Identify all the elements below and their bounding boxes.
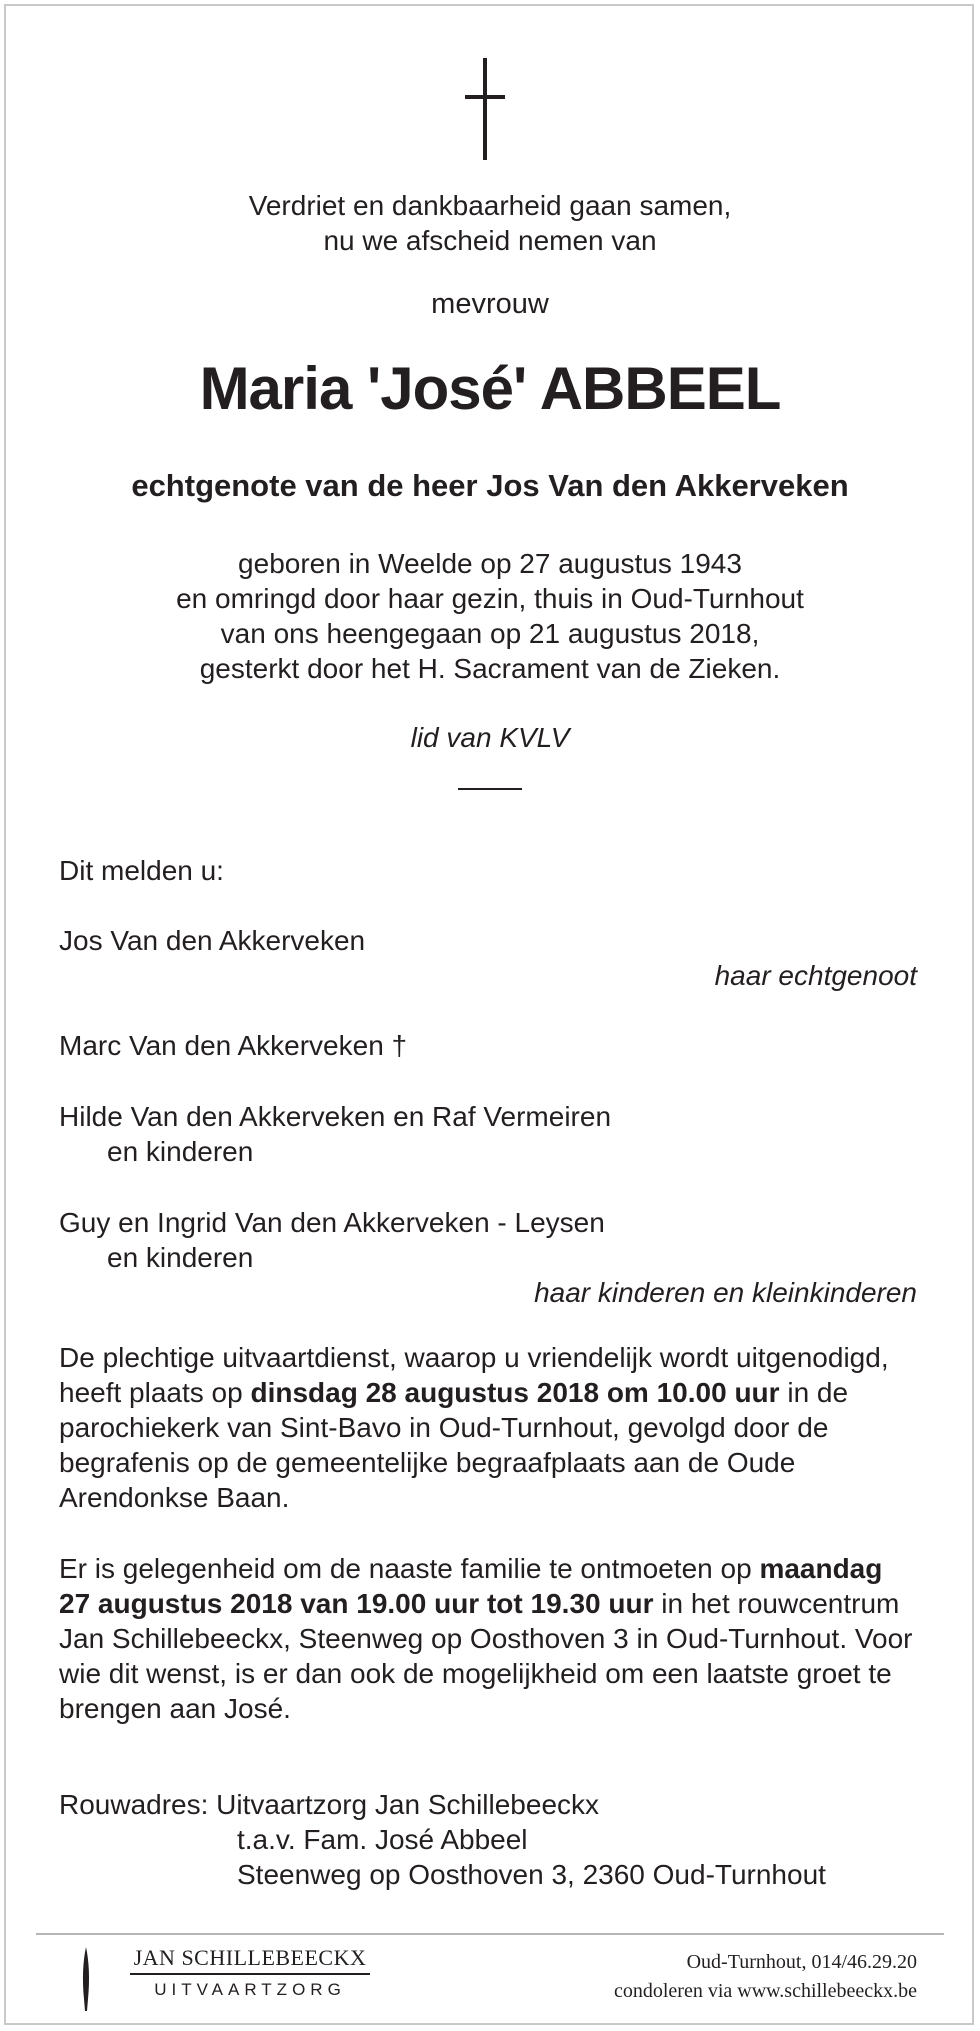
funeral-paragraph	[59, 1340, 919, 1515]
family-member: Jos Van den Akkerveken	[59, 925, 366, 956]
divider	[458, 788, 522, 790]
contact-website: condoleren via www.schillebeeckx.be	[613, 1980, 917, 2002]
contact-phone: Oud-Turnhout, 014/46.29.20	[686, 1951, 917, 1973]
intro-line: Verdriet en dankbaarheid gaan samen,	[248, 190, 732, 221]
funeral-text: De plechtige uitvaartdienst, waarop u vriendelijk wordt uitgenodigd, heeft plaats op	[59, 1342, 889, 1408]
address-line: t.a.v. Fam. José Abbeel	[237, 1824, 528, 1855]
deceased-name: Maria 'José' ABBEEL	[199, 355, 781, 422]
cross-icon	[465, 58, 505, 160]
spouse-line: echtgenote van de heer Jos Van den Akkerveken	[131, 468, 849, 503]
bio-block	[0, 546, 980, 686]
address-line: Steenweg op Oosthoven 3, 2360 Oud-Turnhout	[237, 1859, 826, 1890]
bio-line: geboren in Weelde op 27 augustus 1943	[238, 548, 742, 579]
cypress-tree-icon	[80, 1947, 92, 2011]
logo-name: JAN SCHILLEBEECKX	[133, 1945, 367, 1970]
family-member-sub: en kinderen	[107, 1242, 254, 1273]
intro-text	[0, 188, 980, 258]
visitation-date: maandag 27 augustus 2018 van 19.00 uur tot 19.30 uur	[59, 1553, 883, 1619]
family-member: Hilde Van den Akkerveken en Raf Vermeiren	[59, 1101, 612, 1132]
visitation-text: in het rouwcentrum Jan Schillebeeckx, Steenweg op Oosthoven 3 in Oud-Turnhout. Voor wie dit wenst, is er dan ook de mogelijkheid om een laatste groet te brengen aan José.	[59, 1588, 913, 1724]
family-member-sub: en kinderen	[107, 1136, 254, 1167]
relation-label: haar echtgenoot	[714, 960, 917, 991]
family-member: Guy en Ingrid Van den Akkerveken - Leysen	[59, 1207, 605, 1238]
bio-line: van ons heengegaan op 21 augustus 2018,	[220, 618, 760, 649]
funeral-date: dinsdag 28 augustus 2018 om 10.00 uur	[250, 1377, 780, 1408]
intro-line: nu we afscheid nemen van	[323, 225, 657, 256]
family-member: Marc Van den Akkerveken †	[59, 1030, 408, 1061]
funeral-text: in de parochiekerk van Sint-Bavo in Oud-Turnhout, gevolgd door de begrafenis op de gemeentelijke begraafplaats aan de Oude Arendonkse Baan.	[59, 1377, 849, 1513]
address-line: Rouwadres: Uitvaartzorg Jan Schillebeeckx	[59, 1789, 600, 1820]
title-word: mevrouw	[431, 288, 549, 320]
bio-line: gesterkt door het H. Sacrament van de Zieken.	[199, 653, 781, 684]
logo-subtitle: UITVAARTZORG	[154, 1980, 346, 1999]
visitation-text: Er is gelegenheid om de naaste familie te ontmoeten op	[59, 1553, 760, 1584]
visitation-paragraph	[59, 1551, 919, 1726]
announcement-intro: Dit melden u:	[59, 855, 224, 886]
membership: lid van KVLV	[410, 722, 570, 753]
bio-line: en omringd door haar gezin, thuis in Oud-Turnhout	[176, 583, 804, 614]
relation-label: haar kinderen en kleinkinderen	[534, 1277, 917, 1308]
footer-rule	[36, 1933, 944, 1935]
logo-underline	[130, 1973, 370, 1975]
